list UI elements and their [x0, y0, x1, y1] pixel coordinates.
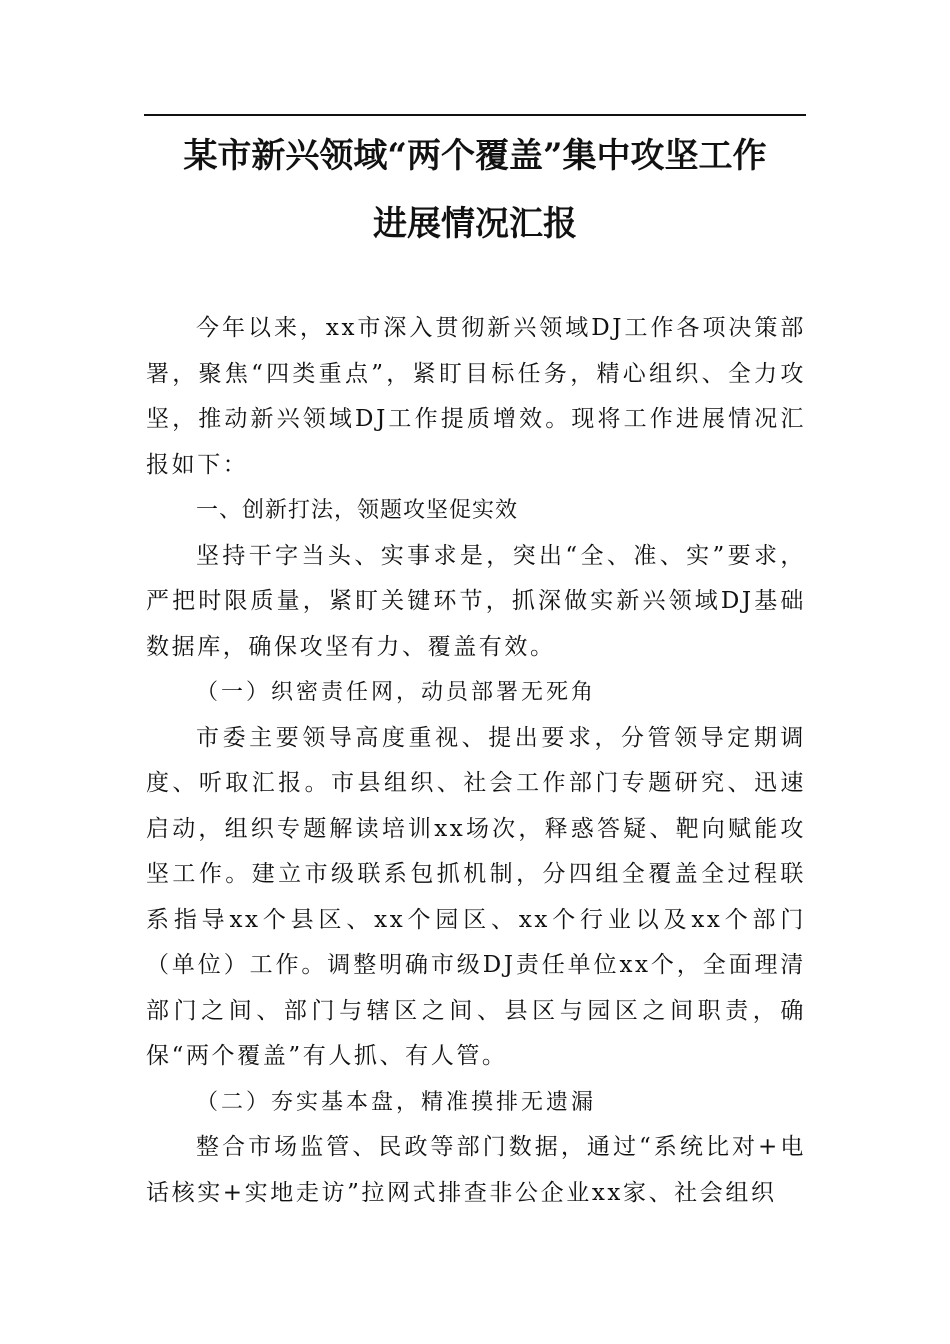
- document-body: [146, 306, 806, 1216]
- section1-paragraph: 坚持干字当头、实事求是，突出“全、准、实”要求，严把时限质量，紧盯关键环节，抓深做实新兴领域DJ基础数据库，确保攻坚有力、覆盖有效。: [146, 542, 806, 660]
- subsection2-heading: （二）夯实基本盘，精准摸排无遗漏: [196, 1089, 597, 1115]
- document-title-line2: 进展情况汇报: [373, 204, 577, 244]
- document-title-line1: 某市新兴领域“两个覆盖”集中攻坚工作: [183, 136, 767, 176]
- header-rule: [144, 114, 806, 116]
- intro-paragraph: 今年以来，xx市深入贯彻新兴领域DJ工作各项决策部署，聚焦“四类重点”，紧盯目标任务，精心组织、全力攻坚，推动新兴领域DJ工作提质增效。现将工作进展情况汇报如下：: [146, 315, 806, 478]
- subsection1-paragraph: 市委主要领导高度重视、提出要求，分管领导定期调度、听取汇报。市县组织、社会工作部门专题研究、迅速启动，组织专题解读培训xx场次，释惑答疑、靶向赋能攻坚工作。建立市级联系包抓机制，分四组全覆盖全过程联系指导xx个县区、xx个园区、xx个行业以及xx个部门（单位）工作。调整明确市级DJ责任单位xx个，全面理清部门之间、部门与辖区之间、县区与园区之间职责，确保“两个覆盖”有人抓、有人管。: [146, 724, 806, 1069]
- subsection1-heading: （一）织密责任网，动员部署无死角: [196, 680, 597, 705]
- subsection2-paragraph: 整合市场监管、民政等部门数据，通过“系统比对+电话核实+实地走访”拉网式排查非公企业xx家、社会组织: [146, 1134, 806, 1206]
- section1-heading: 一、创新打法，领题攻坚促实效: [196, 498, 519, 523]
